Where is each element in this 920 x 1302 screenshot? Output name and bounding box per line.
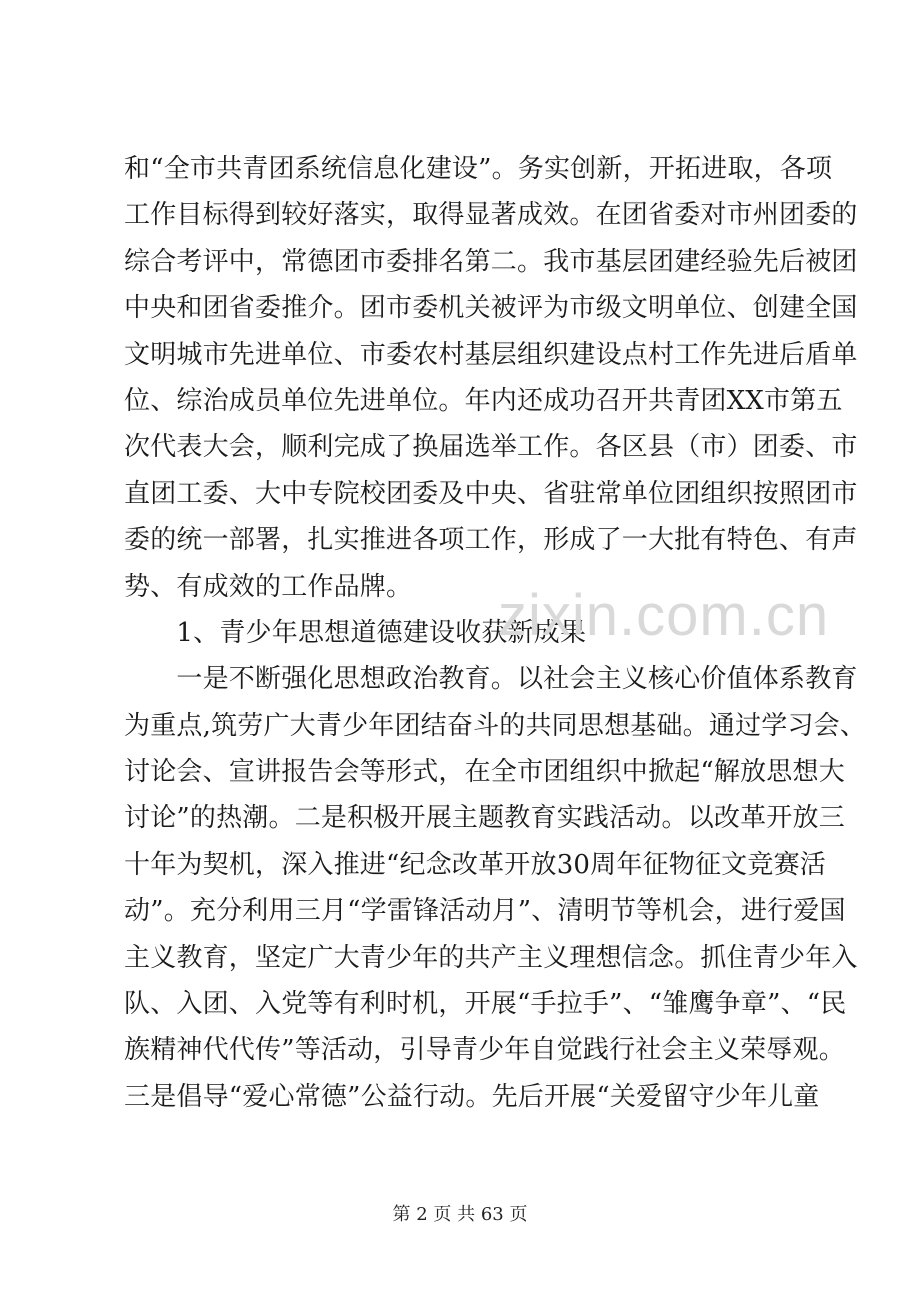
text-line: 综合考评中，常德团市委排名第二。我市基层团建经验先后被团 [124,246,858,277]
page-footer: 第 2 页 共 63 页 [392,1204,528,1225]
text-line: 族精神代代传”等活动，引导青少年自觉践行社会主义荣辱观。 [124,1035,845,1066]
text-line: 三是倡导“爱心常德”公益行动。先后开展“关爱留守少年儿童 [124,1081,820,1112]
text-line: 主义教育，坚定广大青少年的共产主义理想信念。抓住青少年入 [124,942,858,973]
text-line: 和“全市共青团系统信息化建设”。务实创新，开拓进取，各项 [124,154,833,184]
text-line: 为重点,筑劳广大青少年团结奋斗的共同思想基础。通过学习会、 [124,710,867,741]
text-line: 次代表大会，顺利完成了换届选举工作。各区县（市）团委、市 [124,432,858,463]
text-line: 中央和团省委推介。团市委机关被评为市级文明单位、创建全国 [124,293,858,324]
watermark: zixin.com.cn [498,583,830,648]
text-line: 委的统一部署，扎实推进各项工作，形成了一大批有特色、有声 [124,525,858,556]
text-line: 直团工委、大中专院校团委及中央、省驻常单位团组织按照团市 [124,478,858,509]
text-line: 工作目标得到较好落实，取得显著成效。在团省委对市州团委的 [124,200,858,231]
section-heading: 1、青少年思想道德建设收获新成果 [124,617,587,648]
text-line: 势、有成效的工作品牌。 [124,571,413,602]
text-line: 队、入团、入党等有利时机，开展“手拉手”、“雏鹰争章”、“民 [124,989,847,1020]
text-line: 文明城市先进单位、市委农村基层组织建设点村工作先进后盾单 [124,339,858,370]
text-line: 一是不断强化思想政治教育。以社会主义核心价值体系教育 [124,664,858,695]
text-line: 十年为契机，深入推进“纪念改革开放30周年征物征文竞赛活 [124,849,826,880]
text-line: 讨论会、宣讲报告会等形式，在全市团组织中掀起“解放思想大 [124,757,845,788]
text-line: 位、综治成员单位先进单位。年内还成功召开共青团XX市第五 [124,385,843,416]
text-line: 讨论”的热潮。二是积极开展主题教育实践活动。以改革开放三 [124,803,845,834]
text-line: 动”。充分利用三月“学雷锋活动月”、清明节等机会，进行爱国 [124,896,846,927]
